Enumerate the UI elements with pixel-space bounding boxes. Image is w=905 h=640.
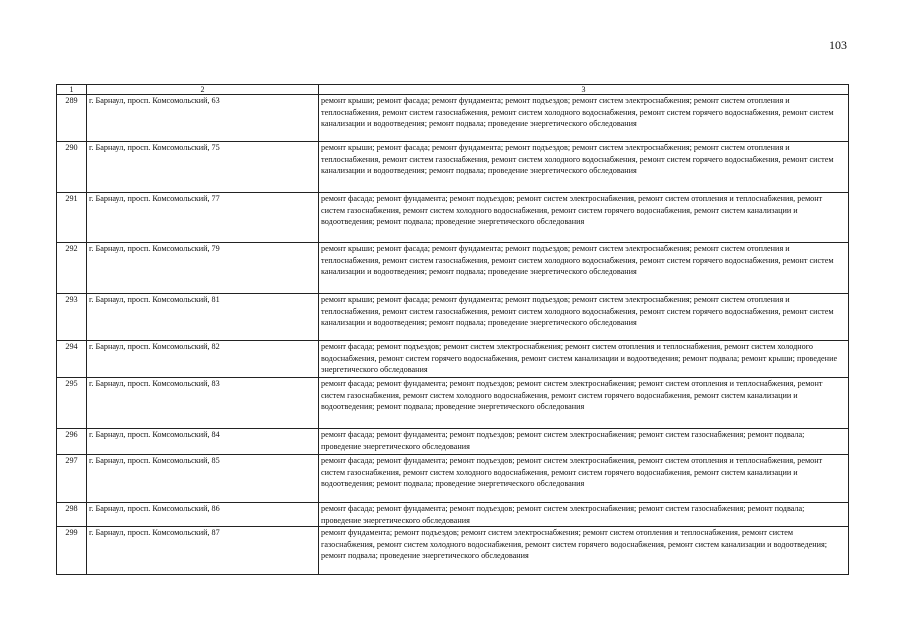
row-works: ремонт фасада; ремонт подъездов; ремонт систем электроснабжения; ремонт систем отопления и теплоснабжения, ремонт систем холодного водоснабжения, ремонт систем горячего водоснабжения, ремонт систем канализации и водоотведения; ремонт подвала; ремонт крыши; проведение энергетического обследования [319, 341, 849, 378]
row-address: г. Барнаул, просп. Комсомольский, 81 [87, 294, 319, 341]
table-row [57, 95, 849, 142]
row-works: ремонт фасада; ремонт фундамента; ремонт подъездов; ремонт систем электроснабжения, ремонт систем отопления и теплоснабжения, ремонт систем газоснабжения, ремонт систем холодного водоснабжения, ремонт систем горячего водоснабжения, ремонт систем канализации и водоотведения; ремонт подвала; проведение энергетического обследования [319, 455, 849, 503]
table-row [57, 341, 849, 378]
row-address: г. Барнаул, просп. Комсомольский, 63 [87, 95, 319, 142]
table-row [57, 455, 849, 503]
row-works: ремонт фасада; ремонт фундамента; ремонт подъездов; ремонт систем электроснабжения; ремонт систем отопления и теплоснабжения, ремонт систем газоснабжения, ремонт систем холодного водоснабжения, ремонт систем горячего водоснабжения, ремонт систем канализации и водоотведения; ремонт подвала; проведение энергетического обследования [319, 378, 849, 429]
row-works: ремонт крыши; ремонт фасада; ремонт фундамента; ремонт подъездов; ремонт систем электроснабжения; ремонт систем отопления и теплоснабжения, ремонт систем газоснабжения, ремонт систем холодного водоснабжения, ремонт систем горячего водоснабжения, ремонт систем канализации и водоотведения; ремонт подвала; проведение энергетического обследования [319, 95, 849, 142]
column-header-1: 1 [57, 85, 87, 95]
row-number: 289 [57, 95, 87, 142]
row-works: ремонт крыши; ремонт фасада; ремонт фундамента; ремонт подъездов; ремонт систем электроснабжения; ремонт систем отопления и теплоснабжения, ремонт систем газоснабжения, ремонт систем холодного водоснабжения, ремонт систем горячего водоснабжения, ремонт систем канализации и водоотведения; ремонт подвала; проведение энергетического обследования [319, 294, 849, 341]
row-address: г. Барнаул, просп. Комсомольский, 85 [87, 455, 319, 503]
page-number: 103 [829, 38, 847, 52]
row-address: г. Барнаул, просп. Комсомольский, 79 [87, 243, 319, 294]
table-row [57, 294, 849, 341]
row-address: г. Барнаул, просп. Комсомольский, 82 [87, 341, 319, 378]
row-works: ремонт фасада; ремонт фундамента; ремонт подъездов; ремонт систем электроснабжения; ремонт систем газоснабжения; ремонт подвала; проведение энергетического обследования [319, 503, 849, 527]
row-address: г. Барнаул, просп. Комсомольский, 75 [87, 142, 319, 193]
column-header-3: 3 [319, 85, 849, 95]
table-row [57, 503, 849, 527]
row-works: ремонт фундамента; ремонт подъездов; ремонт систем электроснабжения; ремонт систем отопления и теплоснабжения, ремонт систем газоснабжения, ремонт систем холодного водоснабжения, ремонт систем горячего водоснабжения, ремонт систем канализации и водоотведения; ремонт подвала; проведение энергетического обследования [319, 527, 849, 575]
row-number: 297 [57, 455, 87, 503]
row-works: ремонт крыши; ремонт фасада; ремонт фундамента; ремонт подъездов; ремонт систем электроснабжения; ремонт систем отопления и теплоснабжения, ремонт систем газоснабжения, ремонт систем холодного водоснабжения, ремонт систем горячего водоснабжения, ремонт систем канализации и водоотведения; ремонт подвала; проведение энергетического обследования [319, 243, 849, 294]
row-address: г. Барнаул, просп. Комсомольский, 86 [87, 503, 319, 527]
row-number: 293 [57, 294, 87, 341]
table-row [57, 142, 849, 193]
row-number: 292 [57, 243, 87, 294]
row-number: 291 [57, 193, 87, 243]
row-works: ремонт фасада; ремонт фундамента; ремонт подъездов; ремонт систем электроснабжения, ремонт систем отопления и теплоснабжения, ремонт систем газоснабжения, ремонт систем холодного водоснабжения, ремонт систем горячего водоснабжения, ремонт систем канализации и водоотведения; ремонт подвала; проведение энергетического обследования [319, 193, 849, 243]
column-header-2: 2 [87, 85, 319, 95]
table-row [57, 429, 849, 455]
row-address: г. Барнаул, просп. Комсомольский, 84 [87, 429, 319, 455]
row-works: ремонт крыши; ремонт фасада; ремонт фундамента; ремонт подъездов; ремонт систем электроснабжения; ремонт систем отопления и теплоснабжения, ремонт систем газоснабжения, ремонт систем холодного водоснабжения, ремонт систем горячего водоснабжения, ремонт систем канализации и водоотведения; ремонт подвала; проведение энергетического обследования [319, 142, 849, 193]
row-address: г. Барнаул, просп. Комсомольский, 83 [87, 378, 319, 429]
row-number: 294 [57, 341, 87, 378]
row-number: 299 [57, 527, 87, 575]
row-address: г. Барнаул, просп. Комсомольский, 87 [87, 527, 319, 575]
row-works: ремонт фасада; ремонт фундамента; ремонт подъездов; ремонт систем электроснабжения; ремонт систем газоснабжения; ремонт подвала; проведение энергетического обследования [319, 429, 849, 455]
row-number: 296 [57, 429, 87, 455]
works-table [56, 84, 849, 575]
row-address: г. Барнаул, просп. Комсомольский, 77 [87, 193, 319, 243]
header-row [57, 85, 849, 95]
table-row [57, 527, 849, 575]
table-row [57, 378, 849, 429]
table-row [57, 193, 849, 243]
row-number: 295 [57, 378, 87, 429]
table-row [57, 243, 849, 294]
row-number: 290 [57, 142, 87, 193]
row-number: 298 [57, 503, 87, 527]
